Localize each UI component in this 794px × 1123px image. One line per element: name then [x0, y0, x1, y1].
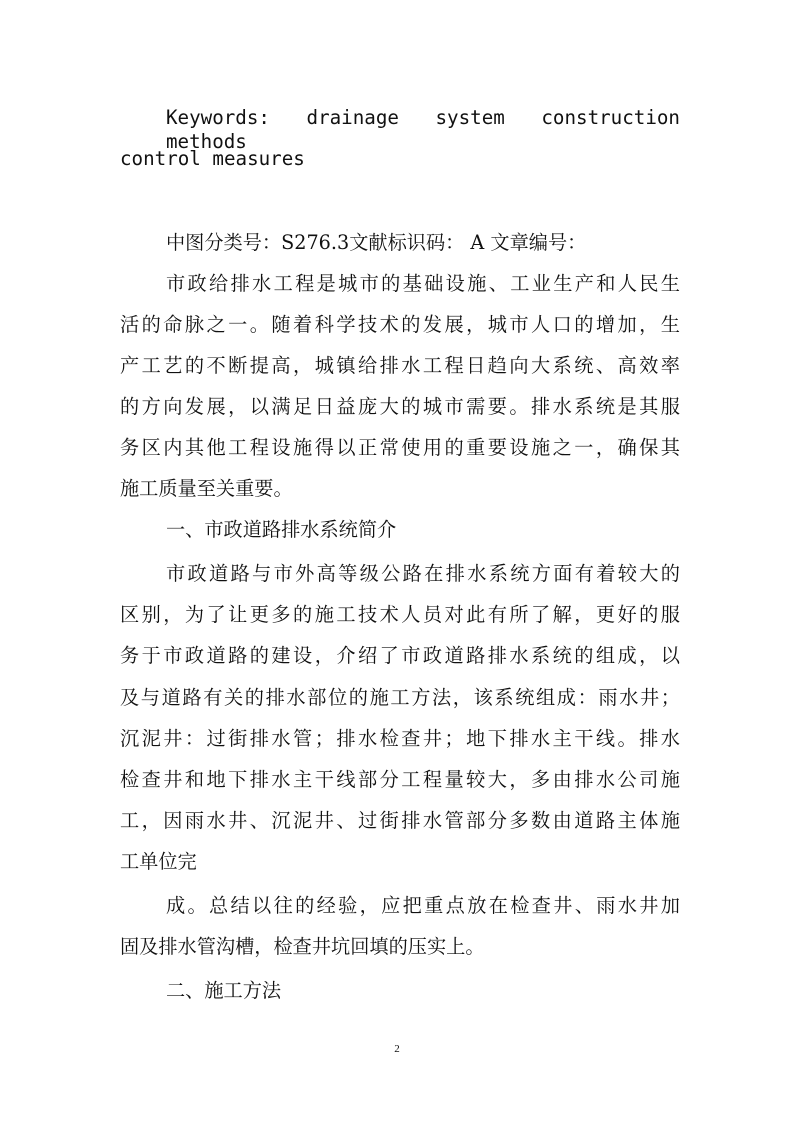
intro-line: 市政给排水工程是城市的基础设施、工业生产和人民生 [166, 272, 680, 295]
section-1-heading: 一、市政道路排水系统简介 [166, 518, 397, 541]
section-1-line: 务于市政道路的建设，介绍了市政道路排水系统的组成，以 [120, 644, 680, 667]
intro-line: 产工艺的不断提高，城镇给排水工程日趋向大系统、高效率 [120, 354, 680, 377]
classification-line: 中图分类号：S276.3文献标识码： A 文章编号： [166, 231, 587, 254]
section-1-line: 沉泥井：过街排水管；排水检查井；地下排水主干线。排水 [120, 727, 680, 750]
intro-line: 施工质量至关重要。 [120, 477, 293, 500]
page-number: 2 [394, 1043, 400, 1055]
section-1-line: 及与道路有关的排水部位的施工方法，该系统组成：雨水井； [120, 686, 680, 709]
section-1-continuation-line: 固及排水管沟槽，检查井坑回填的压实上。 [120, 935, 485, 958]
keywords-line-2: control measures [120, 147, 305, 170]
intro-line: 务区内其他工程设施得以正常使用的重要设施之一，确保其 [120, 436, 680, 459]
intro-line: 活的命脉之一。随着科学技术的发展，城市人口的增加，生 [120, 313, 680, 336]
section-1-line: 工单位完 [120, 850, 197, 873]
section-1-line: 工，因雨水井、沉泥井、过街排水管部分多数由道路主体施 [120, 809, 680, 832]
section-1-line: 检查井和地下排水主干线部分工程量较大，多由排水公司施 [120, 768, 680, 791]
keywords-line-1: Keywords: drainage system construction methods [166, 106, 680, 153]
intro-line: 的方向发展，以满足日益庞大的城市需要。排水系统是其服 [120, 395, 680, 418]
section-2-heading: 二、施工方法 [166, 979, 282, 1002]
section-1-continuation-line: 成。总结以往的经验，应把重点放在检查井、雨水井加 [166, 894, 680, 917]
section-1-line: 区别，为了让更多的施工技术人员对此有所了解，更好的服 [120, 603, 680, 626]
section-1-line: 市政道路与市外高等级公路在排水系统方面有着较大的 [166, 562, 680, 585]
